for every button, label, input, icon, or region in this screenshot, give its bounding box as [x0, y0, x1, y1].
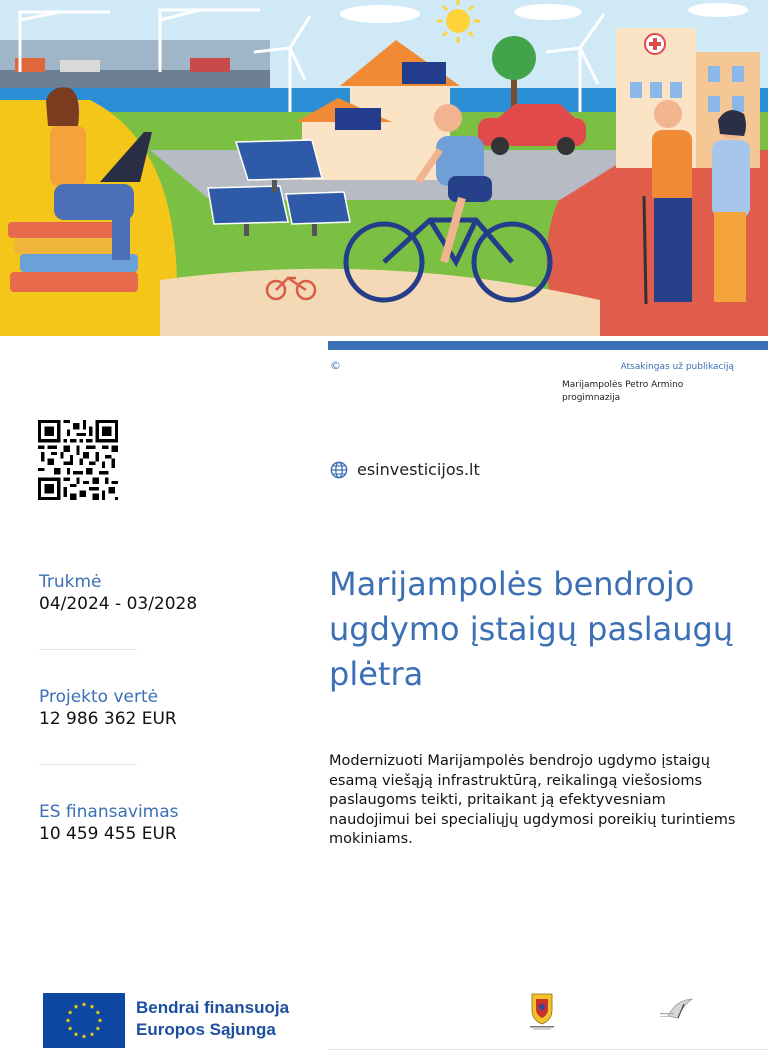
stat-eu-funding-value: 10 459 455 EUR	[39, 824, 177, 844]
stat-duration-label: Trukmė	[39, 572, 102, 592]
stat-divider	[39, 764, 137, 765]
hero-illustration	[0, 0, 768, 336]
stat-project-value	[39, 687, 177, 730]
eu-flag-icon	[43, 993, 125, 1048]
stat-duration-value: 04/2024 - 03/2028	[39, 594, 198, 614]
eu-cofunding-line-2: Europos Sąjunga	[136, 1020, 276, 1039]
coat-of-arms-logo	[524, 992, 560, 1030]
responsible-name: Marijampolės Petro Armino progimnazija	[562, 380, 684, 403]
qr-code-icon	[38, 420, 118, 500]
top-accent-rule	[328, 341, 768, 350]
project-description: Modernizuoti Marijampolės bendrojo ugdymo įstaigų esamą viešąją infrastruktūrą, reikalingą viešosioms paslaugoms teikti, pritaikant ją efektyvesniam naudojimui bei specialiųjų ugdymosi poreikių turintiems mokiniams.	[329, 753, 736, 847]
eu-cofunding-text	[136, 997, 289, 1041]
project-title: Marijampolės bendrojo ugdymo įstaigų paslaugų plėtra	[329, 565, 734, 693]
stat-eu-funding	[39, 802, 179, 845]
bottom-rule	[328, 1049, 768, 1055]
stat-eu-funding-label: ES finansavimas	[39, 802, 179, 822]
stat-duration	[39, 572, 197, 615]
school-logo	[658, 996, 696, 1022]
website-link[interactable]	[330, 460, 480, 479]
eu-cofunding-line-1: Bendrai finansuoja	[136, 998, 290, 1017]
copyright-symbol: ©	[330, 359, 341, 372]
stat-project-value-value: 12 986 362 EUR	[39, 709, 177, 729]
globe-icon	[330, 461, 348, 479]
stat-divider	[39, 649, 137, 650]
responsible-label: Atsakingas už publikaciją	[620, 362, 734, 372]
website-url[interactable]: esinvesticijos.lt	[357, 460, 480, 479]
green-city-illustration	[0, 0, 768, 336]
stat-project-value-label: Projekto vertė	[39, 687, 159, 707]
